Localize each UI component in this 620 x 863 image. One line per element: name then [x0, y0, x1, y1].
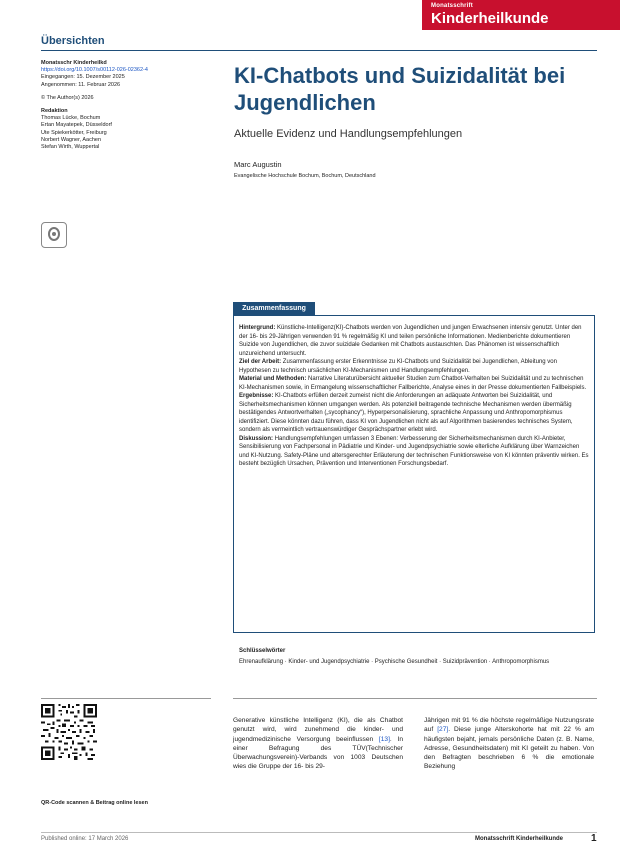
keywords-heading: Schlüsselwörter [239, 648, 286, 654]
abstract-paragraph [239, 375, 589, 392]
qr-code-icon[interactable] [41, 704, 97, 760]
brand-name: Kinderheilkunde [431, 10, 549, 27]
author-affiliation: Evangelische Hochschule Bochum, Bochum, Deutschland [234, 173, 376, 179]
body-text: Generative künstliche Intelligenz (KI), die als Chatbot genutzt wird, wird zunehmend die kinder- und jugendmedizinische Versorgung beeinflussen [233, 717, 403, 743]
body-column-2 [424, 716, 594, 772]
abstract-text: Narrative Literaturübersicht aktueller Studien zum Chatbot-Verhalten bei Suizidalität und zu technischen KI-Mechanismen sowie, in Ermangelung wissenschaftlicher Fallberichte, Analyse eines in der Presse dokumentierten Fallbeispiels. [239, 376, 587, 391]
abstract-head: Hintergrund: [239, 325, 276, 331]
accepted-date: Angenommen: 11. Februar 2026 [41, 81, 121, 88]
copyright-line: © The Author(s) 2026 [41, 94, 94, 101]
article-title: KI-Chatbots und Suizidalität bei Jugendlichen [234, 63, 566, 115]
sidebar-divider [41, 698, 211, 699]
body-text: Jährigen mit 91 % die höchste regelmäßige Nutzungsrate auf [424, 717, 594, 734]
page-number: 1 [591, 833, 597, 844]
footer-journal: Monatsschrift Kinderheilkunde [475, 836, 564, 842]
editor-item: Norbert Wagner, Aachen [41, 136, 102, 143]
reference-link[interactable]: [27] [437, 726, 449, 734]
abstract-head: Diskussion: [239, 435, 274, 442]
open-access-icon [41, 222, 67, 248]
journal-brand-bar [422, 0, 620, 30]
keywords-list: Ehrenaufklärung · Kinder- und Jugendpsychiatrie · Psychische Gesundheit · Suizidprävention · Anthropomorphismus [239, 659, 550, 665]
reference-link[interactable]: [13] [378, 735, 390, 743]
qr-caption: QR-Code scannen & Beitrag online lesen [41, 800, 148, 806]
abstract-head: Ziel der Arbeit: [239, 359, 282, 365]
abstract-text: KI-Chatbots erfüllen derzeit zumeist nicht die Anforderungen an adäquate Antworten bei Suizidalität, und Sicherheitsmechanismen können umgangen werden. Als potenziell beitragende technische Mechanismen werden übermäßig bestätigendes Antwortverhalten („sycophancy“), Hyperpersonalisierung, sprachliche Anpassung und Anthropomorphismus identifiziert. Diese könnten dazu führen, dass KI von Jugendlichen nicht als auf Algorithmen basierendes technisches System, sondern als vermeintlich vertrauenswürdiger Gesprächspartner erlebt wird. [239, 393, 573, 433]
abstract-box [233, 315, 595, 633]
abstract-text: Zusammenfassung erster Erkenntnisse zu KI-Chatbots und Suizidalität bei Jugendlichen, Ableitung von Hypothesen zu technisch ursächlichen KI-Mechanismen und Handlungsempfehlungen. [239, 359, 557, 374]
abstract-head: Ergebnisse: [239, 393, 274, 399]
published-date: Published online: 17 March 2026 [41, 836, 129, 842]
journal-abbrev: Monatsschr Kinderheilkd [41, 60, 107, 66]
main-divider [233, 698, 597, 699]
brand-small-label: Monatsschrift [431, 3, 473, 9]
abstract-head: Material und Methoden: [239, 376, 307, 382]
body-text: . Diese junge Alterskohorte hat mit 22 % am häufigsten bejaht, jemals persönliche Daten (z. B. Name, Adresse, Gesundheitsdaten) mit KI geteilt zu haben. Von den Befragten beschrieben 6 % die emotionale Beziehung [424, 726, 595, 771]
abstract-paragraph [239, 435, 589, 469]
body-column-1 [233, 716, 403, 772]
author-name: Marc Augustin [234, 160, 282, 169]
editor-item: Thomas Lücke, Bochum [41, 115, 101, 122]
section-label: Übersichten [41, 35, 105, 47]
received-date: Eingegangen: 15. Dezember 2025 [41, 74, 125, 81]
article-meta-sidebar [41, 60, 211, 151]
abstract-paragraph [239, 324, 589, 358]
abstract-text: Handlungsempfehlungen umfassen 3 Ebenen: Verbesserung der Sicherheitsmechanismen durch KI-Anbieter, Sensibilisierung von Fachpersonal in Pädiatrie und Kinder- und Jugendpsychiatrie sowie elterliche Aufklärung über Warnzeichen und KI-Nutzung. Safety-Pläne und altersgerechter Erläuterung der technischen Funktionsweise von KI könnten präventiv wirken. Es besteht bezüglich Ursachen, Prävention und Interventionen Forschungsbedarf. [239, 435, 589, 467]
footer-rule [41, 832, 597, 833]
abstract-paragraph [239, 358, 589, 375]
abstract-text: Künstliche-Intelligenz(KI)-Chatbots werden von Jugendlichen und jungen Erwachsenen intensiv genutzt. Unter den der 16- bis 29-Jährigen verwenden 91 % regelmäßig KI und teilen persönliche Informationen. Medienberichte dokumentieren Suizide von Jugendlichen, die zuvor suizidale Gedanken mit Chatbots austauschten. Das Phänomen ist wissenschaftlich unzureichend untersucht. [239, 325, 582, 357]
abstract-tab: Zusammenfassung [233, 302, 315, 315]
body-text: . In einer Befragung des TÜV(Technischer Überwachungsverein)-Verbands von 1003 Deutschen wies die Gruppe der 16- bis 29- [233, 735, 403, 771]
editor-item: Ute Spiekerkötter, Freiburg [41, 129, 107, 136]
doi-link[interactable]: https://doi.org/10.1007/s00112-026-02362-4 [41, 67, 148, 74]
editor-item: Stefan Wirth, Wuppertal [41, 144, 100, 151]
abstract-paragraph [239, 392, 589, 435]
editor-item: Ertan Mayatepek, Düsseldorf [41, 122, 112, 129]
top-rule [41, 50, 597, 51]
article-subtitle: Aktuelle Evidenz und Handlungsempfehlungen [234, 128, 463, 140]
editors-heading: Redaktion [41, 108, 68, 115]
